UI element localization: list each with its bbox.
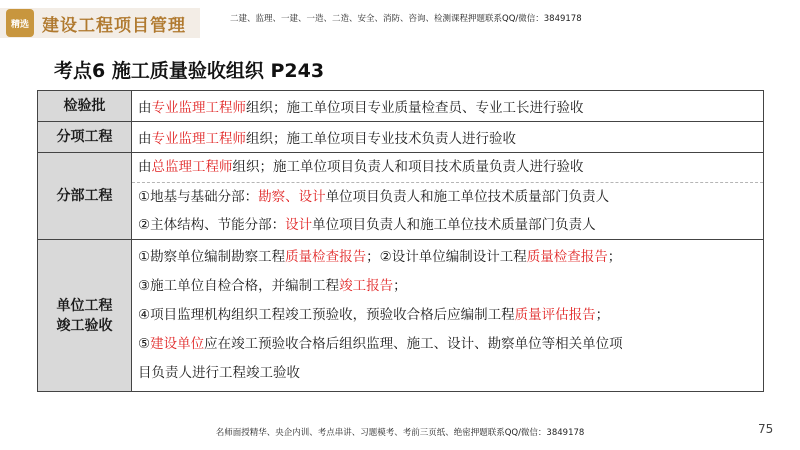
text-segment: ④项目监理机构组织工程竣工预验收，预验收合格后应编制工程	[138, 307, 515, 323]
text-segment: ；	[607, 249, 622, 265]
row-label: 分项工程	[38, 122, 132, 153]
text-segment: ①地基与基础分部：	[138, 189, 259, 205]
text-segment: 组织；施工单位项目负责人和项目技术质量负责人进行验收	[232, 159, 584, 175]
row-label: 检验批	[38, 91, 132, 122]
highlight-text: 总监理工程师	[151, 159, 233, 175]
text-segment: ⑤	[138, 336, 151, 352]
text-segment: 应在竣工预验收合格后组织监理、施工、设计、勘察单位等相关单位项	[204, 336, 623, 352]
highlight-text: 设计	[285, 217, 313, 233]
highlight-text: 质量检查报告	[285, 249, 367, 265]
text-segment: ③施工单位自检合格，并编制工程	[138, 278, 340, 294]
header	[0, 0, 800, 46]
row-label: 分部工程	[38, 153, 132, 240]
logo	[0, 8, 200, 38]
highlight-text: 勘察、设计	[258, 189, 326, 205]
text-segment: 单位项目负责人和施工单位技术质量部门负责人	[312, 217, 596, 233]
text-segment: 目负责人进行工程竣工验收	[138, 365, 300, 381]
highlight-text: 质量检查报告	[526, 249, 608, 265]
text-segment: 由	[138, 100, 152, 116]
text-segment: ；②设计单位编制设计工程	[366, 249, 527, 265]
text-segment: 组织；施工单位项目专业技术负责人进行验收	[246, 131, 516, 147]
table-row	[38, 91, 764, 122]
text-segment: 组织；施工单位项目专业质量检查员、专业工长进行验收	[246, 100, 584, 116]
row-label-line: 竣工验收	[56, 317, 113, 334]
logo-text: 建设工程项目管理	[42, 15, 186, 36]
highlight-text: 竣工报告	[339, 278, 394, 294]
content-line	[138, 183, 757, 211]
text-segment: 单位项目负责人和施工单位技术质量部门负责人	[325, 189, 610, 205]
text-segment: ；	[393, 278, 407, 294]
table-row	[38, 153, 764, 240]
highlight-text: 质量评估报告	[514, 307, 596, 323]
content-line	[138, 359, 757, 388]
row-content	[132, 153, 764, 240]
row-content	[132, 240, 764, 392]
row-label-line: 单位工程	[56, 297, 113, 314]
table-row	[38, 122, 764, 153]
content-line	[138, 127, 757, 147]
row-content	[132, 122, 764, 153]
row-content	[132, 91, 764, 122]
row-label	[38, 240, 132, 392]
text-segment: 由	[138, 131, 152, 147]
content-line	[138, 153, 757, 182]
text-segment: ；	[595, 307, 610, 323]
text-segment: ②主体结构、节能分部：	[138, 217, 286, 233]
content-line	[138, 330, 757, 359]
acceptance-table	[37, 90, 764, 392]
top-notice: 二建、监理、一建、一造、二造、安全、消防、咨询、检测课程押题联系QQ/微信：3849178	[230, 14, 582, 24]
highlight-text: 专业监理工程师	[151, 131, 246, 147]
text-segment: 由	[138, 159, 152, 175]
content-line	[138, 211, 757, 239]
content-line	[138, 243, 757, 272]
logo-badge: 精选	[6, 9, 34, 37]
highlight-text: 专业监理工程师	[151, 100, 246, 116]
content-line	[138, 272, 757, 301]
page-title: 考点6 施工质量验收组织 P243	[54, 60, 325, 82]
text-segment: ①勘察单位编制勘察工程	[138, 249, 286, 265]
page-number: 75	[758, 422, 774, 436]
content-line	[138, 301, 757, 330]
content-line	[138, 96, 757, 116]
highlight-text: 建设单位	[150, 336, 205, 352]
footer-notice: 名师面授精华、央企内训、考点串讲、习题模考、考前三页纸、绝密押题联系QQ/微信：3849178	[215, 428, 585, 438]
table-row	[38, 240, 764, 392]
